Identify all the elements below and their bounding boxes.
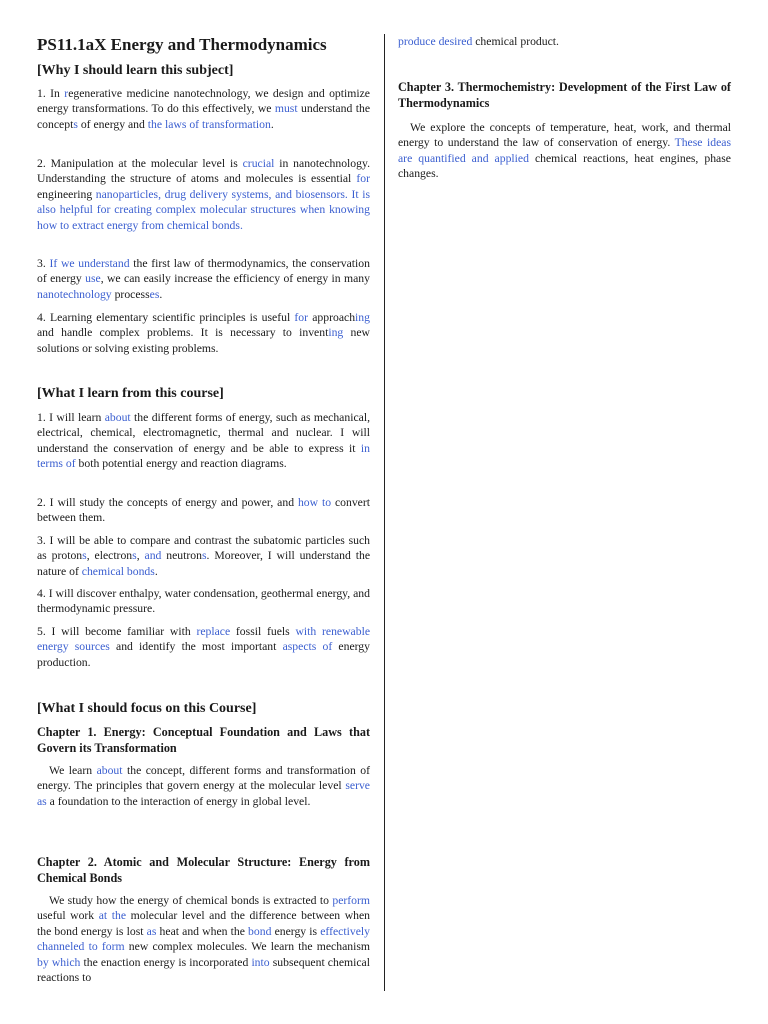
learn-item-4 bbox=[37, 586, 370, 617]
chapter-2-title: Chapter 2. Atomic and Molecular Structure: Energy from Chemical Bonds bbox=[37, 855, 370, 885]
text-run: and handle complex problems. It is necessary to invent bbox=[37, 326, 329, 340]
highlighted-text: into bbox=[251, 955, 270, 969]
text-run: the enaction energy is incorporated bbox=[80, 955, 252, 969]
highlighted-text: in terms of bbox=[37, 441, 370, 471]
highlighted-text: the laws of transformation bbox=[147, 117, 271, 131]
text-run: of energy and bbox=[77, 117, 148, 131]
highlighted-text: produce desired bbox=[398, 35, 473, 48]
highlighted-text: use bbox=[85, 272, 101, 286]
why-item-3 bbox=[37, 256, 370, 302]
highlighted-text: as bbox=[146, 924, 157, 938]
chapter-2-body bbox=[37, 893, 370, 985]
section-heading-focus: [What I should focus on this Course] bbox=[37, 701, 257, 716]
text-run: 4. Learning elementary scientific principles is useful bbox=[37, 311, 295, 324]
highlighted-text: for bbox=[356, 172, 370, 186]
text-run: 1. I will learn bbox=[37, 411, 105, 424]
highlighted-text: must bbox=[274, 102, 298, 116]
text-run: and identify the most important bbox=[109, 640, 283, 654]
highlighted-text: crucial bbox=[242, 157, 275, 170]
text-run: convert between them. bbox=[37, 496, 371, 525]
text-run: 2. I will study the concepts of energy and power, and bbox=[37, 496, 298, 509]
text-run: . bbox=[154, 564, 158, 578]
highlighted-text: ing bbox=[328, 326, 344, 340]
highlighted-text: If we understand bbox=[49, 257, 130, 270]
text-run: We explore the concepts of temperature, heat, work, and thermal energy to understand the law of conservation of energy. bbox=[398, 121, 731, 150]
text-run: molecular level and the difference between when the bond energy is lost bbox=[37, 909, 371, 938]
text-run: the first law of thermodynamics, the conservation of energy bbox=[37, 257, 370, 286]
highlighted-text: r bbox=[64, 87, 69, 100]
text-run: heat and when the bbox=[156, 924, 249, 938]
why-item-1 bbox=[37, 86, 370, 132]
highlighted-text: s bbox=[132, 549, 137, 563]
text-run: We learn bbox=[49, 764, 97, 777]
text-run: egenerative medicine nanotechnology, we design and optimize energy transformations. To do this effectively, we bbox=[37, 87, 370, 116]
text-run: 3. I will be able to compare and contrast the subatomic particles such as proton bbox=[37, 534, 370, 563]
highlighted-text: s bbox=[73, 117, 78, 131]
text-run: fossil fuels bbox=[230, 625, 296, 638]
chapter-2-body-continued bbox=[398, 34, 731, 49]
highlighted-text: s bbox=[82, 549, 87, 563]
highlighted-text: bond bbox=[248, 924, 272, 938]
text-run: the concept, different forms and transformation of energy. The principles that govern energy at the molecular level bbox=[37, 764, 370, 793]
text-run: , bbox=[136, 549, 145, 563]
learn-item-5 bbox=[37, 624, 370, 670]
text-run: in nanotechnology. Understanding the structure of atoms and molecules is essential bbox=[37, 157, 370, 186]
highlighted-text: by which bbox=[37, 955, 81, 969]
highlighted-text: about bbox=[104, 411, 131, 424]
highlighted-text: aspects of bbox=[282, 640, 333, 654]
highlighted-text: with renewable energy sources bbox=[37, 625, 371, 654]
highlighted-text: how to bbox=[297, 496, 332, 509]
text-run: new complex molecules. We learn the mechanism bbox=[124, 940, 370, 954]
highlighted-text: ing bbox=[355, 311, 370, 324]
text-run: process bbox=[111, 287, 150, 301]
highlighted-text: These ideas are quantified and applied bbox=[398, 136, 732, 165]
highlighted-text: s bbox=[201, 549, 207, 563]
highlighted-text: chemical bonds bbox=[81, 564, 155, 578]
text-run: new solutions or solving existing problems. bbox=[37, 326, 370, 355]
highlighted-text: es bbox=[149, 287, 160, 301]
text-run: 4. I will discover enthalpy, water condensation, geothermal energy, and thermodynamic pressure. bbox=[37, 587, 370, 616]
page-title: PS11.1aX Energy and Thermodynamics bbox=[37, 35, 327, 54]
text-run: the different forms of energy, such as mechanical, electrical, chemical, electromagnetic, thermal and nuclear. I will understand the conservation of energy and be able to express it bbox=[37, 411, 371, 455]
column-divider bbox=[384, 34, 385, 991]
section-heading-why: [Why I should learn this subject] bbox=[37, 63, 234, 78]
text-run: chemical reactions, heat engines, phase changes. bbox=[398, 151, 731, 181]
text-run: . bbox=[159, 287, 163, 301]
chapter-1-title: Chapter 1. Energy: Conceptual Foundation and Laws that Govern its Transformation bbox=[37, 725, 370, 755]
why-item-2 bbox=[37, 156, 370, 233]
highlighted-text: serve as bbox=[37, 779, 370, 808]
section-heading-learn: [What I learn from this course] bbox=[37, 386, 224, 401]
chapter-3-body bbox=[398, 120, 731, 182]
learn-item-3 bbox=[37, 533, 370, 579]
highlighted-text: at the bbox=[98, 909, 127, 923]
text-run: 3. bbox=[37, 257, 50, 270]
highlighted-text: perform bbox=[332, 894, 370, 907]
text-run: , we can easily increase the efficiency of energy in many bbox=[100, 272, 370, 286]
text-run: a foundation to the interaction of energy in global level. bbox=[46, 794, 311, 808]
highlighted-text: nanotechnology bbox=[37, 287, 112, 301]
why-item-4 bbox=[37, 310, 370, 356]
highlighted-text: for bbox=[294, 311, 309, 324]
text-run: both potential energy and reaction diagrams. bbox=[75, 457, 287, 471]
chapter-1-body bbox=[37, 763, 370, 809]
text-run: useful work bbox=[37, 909, 99, 923]
highlighted-text: and bbox=[144, 549, 162, 563]
text-run: energy is bbox=[271, 924, 321, 938]
text-run: neutron bbox=[161, 549, 202, 563]
chapter-3-title: Chapter 3. Thermochemistry: Development of the First Law of Thermodynamics bbox=[398, 80, 731, 110]
learn-item-2 bbox=[37, 495, 370, 526]
text-run: 5. I will become familiar with bbox=[37, 625, 197, 638]
highlighted-text: nanoparticles, drug delivery systems, and biosensors. It is also helpful for creating complex molecular structures when knowing how to extract energy from chemical bonds. bbox=[37, 187, 370, 232]
text-run: . Moreover, I will understand the nature of bbox=[37, 549, 371, 578]
text-run: understand the concept bbox=[37, 102, 371, 131]
text-run: We study how the energy of chemical bonds is extracted to bbox=[49, 894, 333, 907]
learn-item-1 bbox=[37, 410, 370, 472]
text-run: 1. In bbox=[37, 87, 65, 100]
text-run: engineering bbox=[37, 187, 96, 201]
highlighted-text: about bbox=[96, 764, 123, 777]
text-run: 2. Manipulation at the molecular level is bbox=[37, 157, 243, 170]
highlighted-text: effectively channeled to form bbox=[37, 924, 370, 954]
text-run: energy production. bbox=[37, 640, 370, 669]
text-run: chemical product. bbox=[472, 35, 559, 48]
text-run: . bbox=[270, 117, 274, 131]
highlighted-text: replace bbox=[196, 625, 231, 638]
text-run: subsequent chemical reactions to bbox=[37, 955, 370, 985]
text-run: approach bbox=[308, 311, 356, 324]
text-run: , electron bbox=[86, 549, 133, 563]
